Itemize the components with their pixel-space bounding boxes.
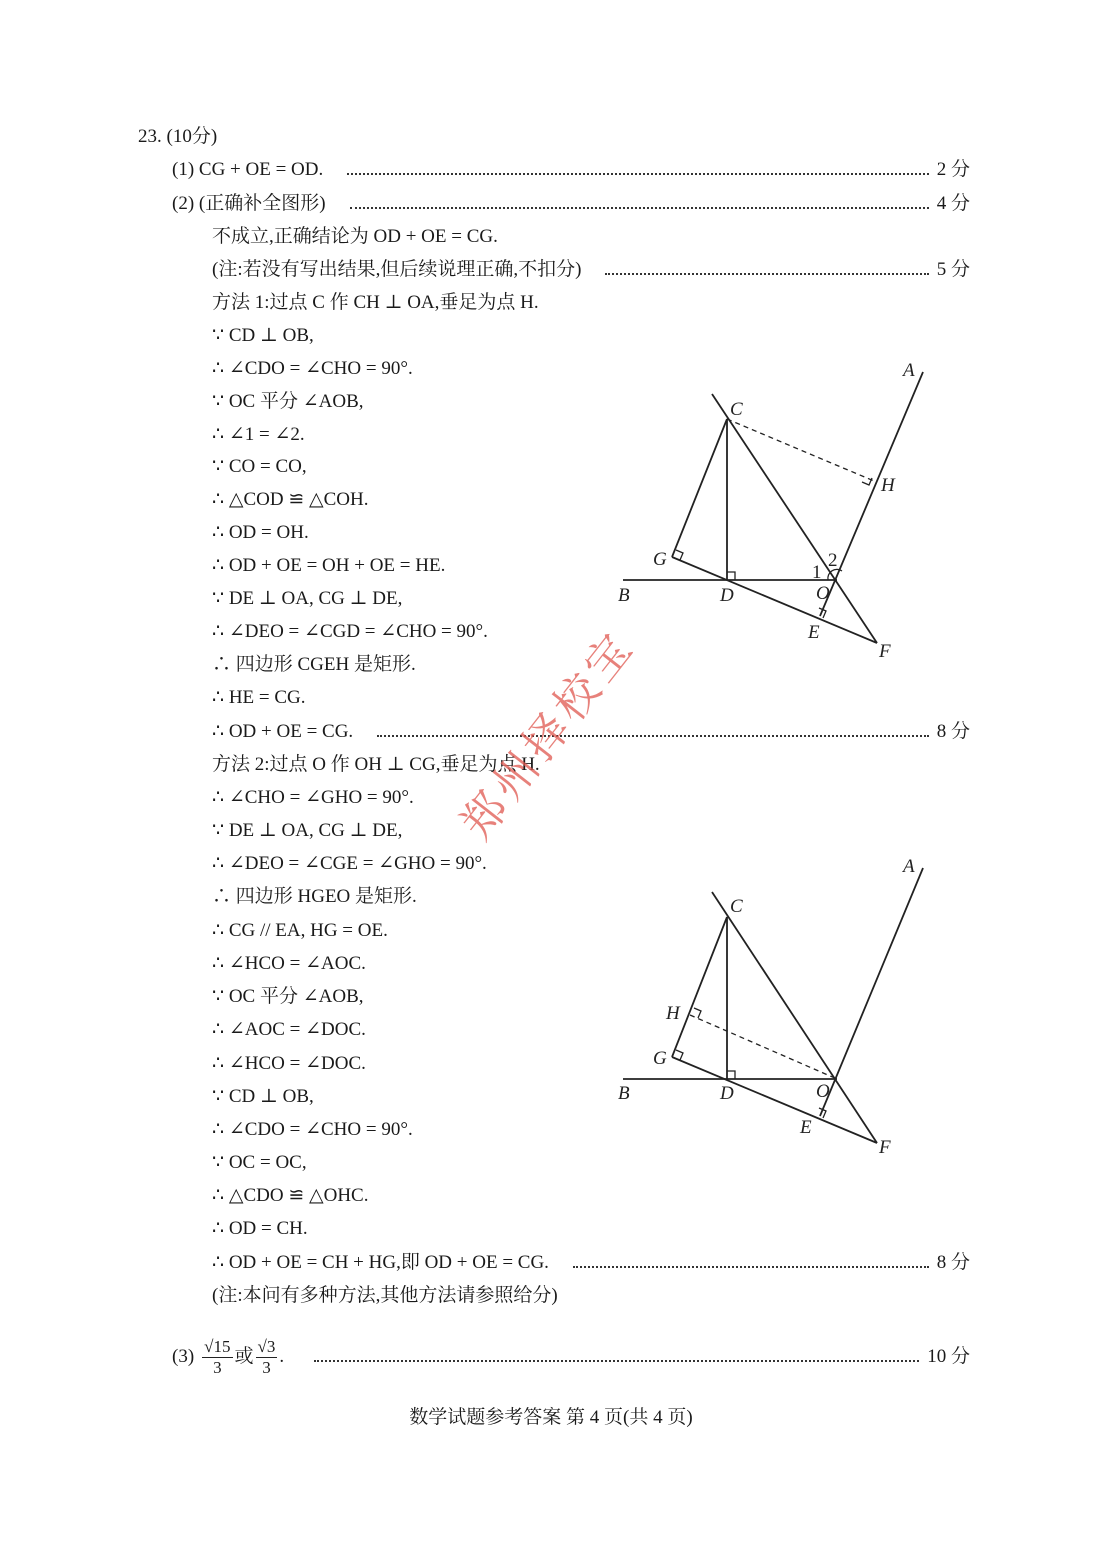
figure-1 [618,360,923,662]
label-F: F [879,1137,891,1158]
line-text: ∴ OD + OE = CG. [212,721,354,742]
label-H: H [881,475,895,496]
line-text: ∴ OD + OE = CH + HG,即 OD + OE = CG. [212,1252,549,1273]
label-D: D [720,585,734,606]
label-2: 2 [828,550,838,571]
line-GF [672,1057,877,1143]
score: 2 分 [936,159,970,180]
label-B: B [618,585,630,606]
line-text: 不成立,正确结论为 OD + OE = CG. [212,226,498,247]
line-text: ∴ ∠DEO = ∠CGE = ∠GHO = 90°. [212,853,487,874]
line-text: ∴ ∠HCO = ∠DOC. [212,1053,366,1074]
line-text: ∴ 四边形 CGEH 是矩形. [212,654,416,675]
label-A: A [903,360,915,381]
line-text: ∴ 四边形 HGEO 是矩形. [212,886,417,907]
line-text: 方法 1:过点 C 作 CH ⊥ OA,垂足为点 H. [212,292,539,313]
line-text: ∵ DE ⊥ OA, CG ⊥ DE, [212,588,403,609]
line-text: ∴ OD + OE = OH + OE = HE. [212,555,446,576]
line-text: ∴ CG // EA, HG = OE. [212,920,388,941]
label-G: G [653,549,667,570]
label-B: B [618,1083,630,1104]
line-text: ∴ ∠DEO = ∠CGD = ∠CHO = 90°. [212,621,488,642]
line-text: ∴ ∠CDO = ∠CHO = 90°. [212,1119,413,1140]
figure-2 [618,856,923,1158]
score: 10 分 [927,1346,970,1367]
label-F: F [879,641,891,662]
line-text: ∴ ∠1 = ∠2. [212,424,305,445]
line-text: ∵ CD ⊥ OB, [212,325,314,346]
label-O: O [816,1081,830,1102]
line-GF [672,557,877,643]
label-E: E [800,1117,812,1138]
line-CF [712,892,877,1143]
line-text: ∴ ∠CDO = ∠CHO = 90°. [212,358,413,379]
label-E: E [808,622,820,643]
line-text: ∴ ∠CHO = ∠GHO = 90°. [212,787,414,808]
line-text: ∴ OD = OH. [212,522,309,543]
line-text: 方法 2:过点 O 作 OH ⊥ CG,垂足为点 H. [212,754,540,775]
label-1: 1 [812,562,822,583]
line-text: (注:若没有写出结果,但后续说理正确,不扣分) [212,259,582,280]
score: 8 分 [936,721,970,742]
right-angle-marks [676,1008,826,1118]
score: 4 分 [936,193,970,214]
label-C: C [730,399,743,420]
segment-CG [672,917,727,1057]
score: 8 分 [936,1252,970,1273]
line-text: ∴ ∠HCO = ∠AOC. [212,953,366,974]
line-text: ∴ △CDO ≌ △OHC. [212,1185,369,1206]
part3-label: (3) [172,1346,195,1367]
segment-CG [672,419,727,557]
line-text: ∴ △COD ≌ △COH. [212,489,369,510]
line-text: ∵ CD ⊥ OB, [212,1086,314,1107]
line-text: ∴ HE = CG. [212,687,306,708]
line-text: ∴ OD = CH. [212,1218,308,1239]
label-D: D [720,1083,734,1104]
label-G: G [653,1048,667,1069]
label-H: H [666,1003,680,1024]
line-text: 23. (10分) [138,126,218,147]
label-A: A [903,856,915,877]
line-text: (1) CG + OE = OD. [172,159,324,180]
line-text: ∵ OC = OC, [212,1152,307,1173]
line-CF [712,394,877,643]
score: 5 分 [936,259,970,280]
line-text: (注:本问有多种方法,其他方法请参照给分) [212,1285,558,1306]
page-footer: 数学试题参考答案 第 4 页(共 4 页) [409,1407,693,1428]
line-text: ∴ ∠AOC = ∠DOC. [212,1019,366,1040]
part3-line: (3) $\frac{√15}{3}$ 或 $\frac{√3}{3}$ . 10 分 [172,1336,970,1377]
line-text: ∵ OC 平分 ∠AOB, [212,986,364,1007]
line-text: ∵ CO = CO, [212,456,307,477]
fraction-2: $\frac{√3}{3}$ [257,1336,276,1377]
watermark: 郑州择校宝 [451,620,646,849]
label-O: O [816,583,830,604]
line-text: ∵ DE ⊥ OA, CG ⊥ DE, [212,820,403,841]
line-text: ∵ OC 平分 ∠AOB, [212,391,364,412]
right-angle-marks [676,478,872,618]
line-text: (2) (正确补全图形) [172,193,326,214]
label-C: C [730,896,743,917]
fraction-1: $\frac{√15}{3}$ [204,1336,231,1377]
